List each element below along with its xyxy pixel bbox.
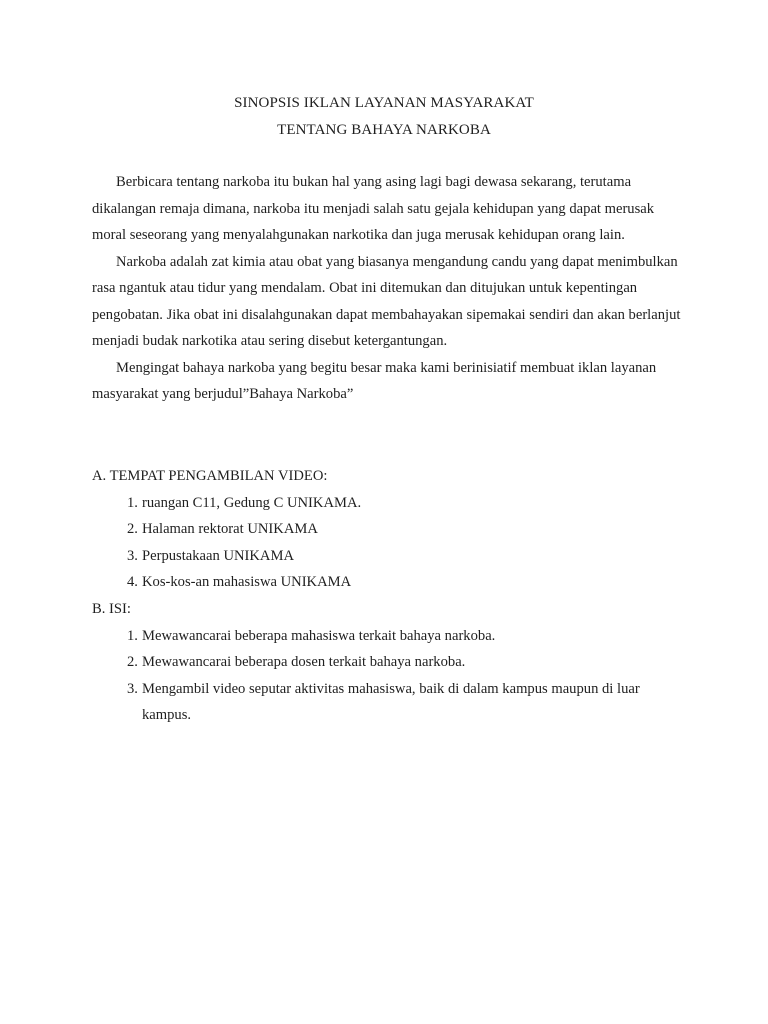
list-item xyxy=(92,569,692,596)
list-number: 2. xyxy=(127,654,138,670)
list-item-text: Mewawancarai beberapa mahasiswa terkait bahaya narkoba. xyxy=(142,627,496,644)
body-paragraphs xyxy=(92,169,682,408)
content-list xyxy=(92,623,692,729)
list-number: 3. xyxy=(127,680,138,697)
list-item-text: Perpustakaan UNIKAMA xyxy=(142,547,294,564)
paragraph: Berbicara tentang narkoba itu bukan hal yang asing lagi bagi dewasa sekarang, terutama dikalangan remaja dimana, narkoba itu menjadi salah satu gejala kehidupan yang dapat merusak moral seseorang yang menyalahgunakan narkotika dan juga merusak kehidupan orang lain. xyxy=(92,174,655,243)
list-number: 1. xyxy=(127,627,138,644)
list-number: 4. xyxy=(127,574,138,590)
list-item-text: Kos-kos-an mahasiswa UNIKAMA xyxy=(142,574,352,590)
list-item xyxy=(92,623,692,650)
section-tempat-pengambilan-video xyxy=(92,463,692,596)
section-isi xyxy=(92,596,692,729)
list-item-text: ruangan C11, Gedung C UNIKAMA. xyxy=(142,494,362,511)
list-item xyxy=(92,490,692,517)
title-line-1: SINOPSIS IKLAN LAYANAN MASYARAKAT xyxy=(234,95,534,111)
list-number: 3. xyxy=(127,547,138,564)
list-item-text: Mengambil video seputar aktivitas mahasiswa, baik di dalam kampus maupun di luar kampus. xyxy=(142,680,640,723)
title-line-2: TENTANG BAHAYA NARKOBA xyxy=(277,122,491,138)
location-list xyxy=(92,490,692,596)
list-number: 2. xyxy=(127,521,138,537)
list-item xyxy=(92,649,692,676)
list-item-text: Halaman rektorat UNIKAMA xyxy=(142,521,318,537)
list-item xyxy=(92,676,692,729)
list-item xyxy=(92,516,692,543)
list-item-text: Mewawancarai beberapa dosen terkait bahaya narkoba. xyxy=(142,654,466,670)
document-title xyxy=(0,90,768,144)
section-heading: A. TEMPAT PENGAMBILAN VIDEO: xyxy=(92,468,328,484)
list-number: 1. xyxy=(127,494,138,511)
section-heading: B. ISI: xyxy=(92,601,131,617)
paragraph: Narkoba adalah zat kimia atau obat yang biasanya mengandung candu yang dapat menimbulkan rasa ngantuk atau tidur yang mendalam. Obat ini ditemukan dan ditujukan untuk kepentingan pengobatan. Jika obat ini disalahgunakan dapat membahayakan sipemakai sendiri dan akan berlanjut menjadi budak narkotika atau sering disebut ketergantungan. xyxy=(92,253,681,349)
paragraph: Mengingat bahaya narkoba yang begitu besar maka kami berinisiatif membuat iklan layanan masyarakat yang berjudul”Bahaya Narkoba” xyxy=(92,359,657,402)
list-item xyxy=(92,543,692,570)
